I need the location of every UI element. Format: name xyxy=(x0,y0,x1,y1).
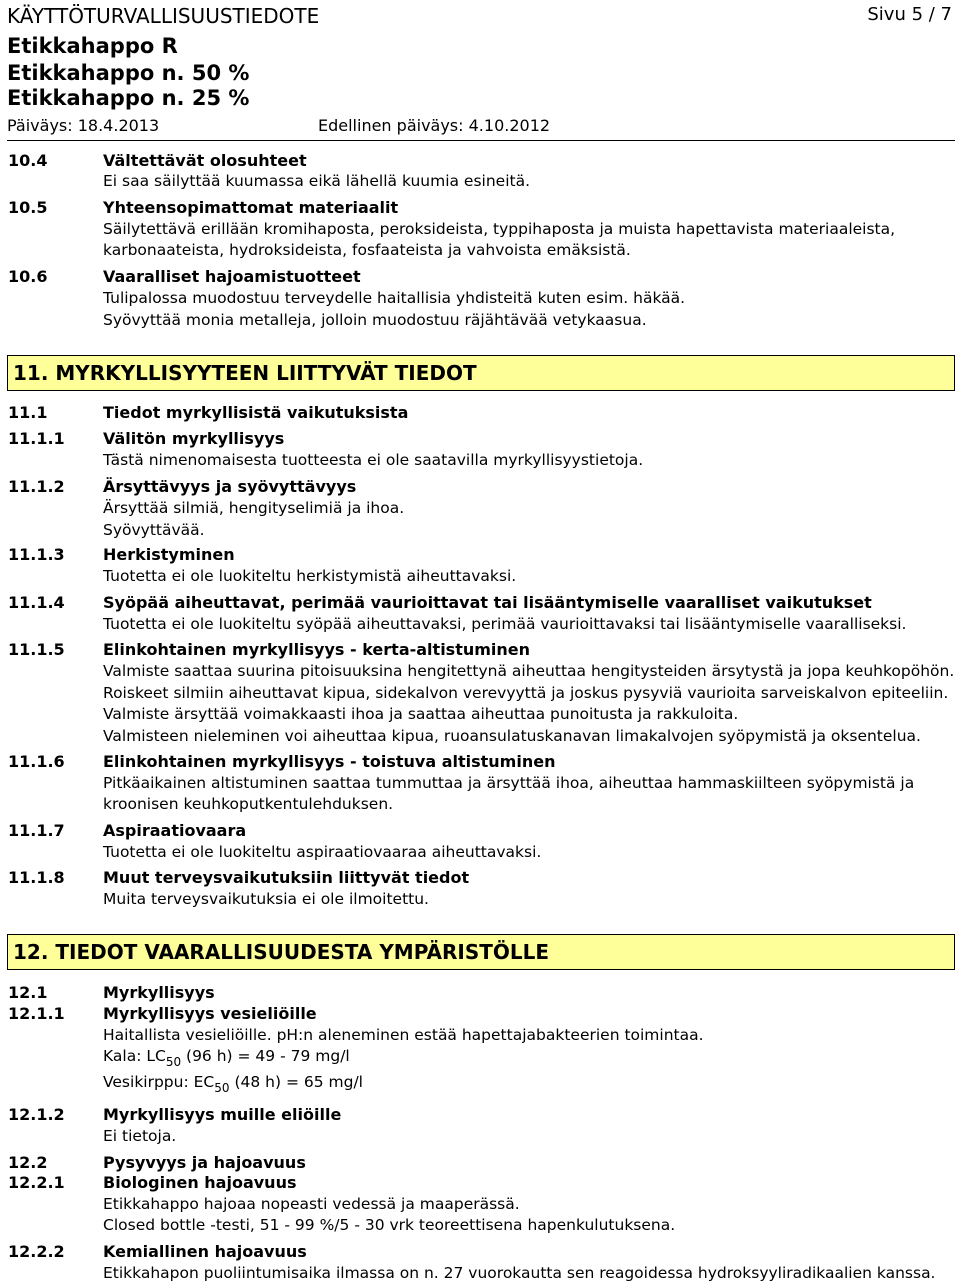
section-title: Muut terveysvaikutuksiin liittyvät tiedot xyxy=(103,868,470,887)
section-text: Säilytettävä erillään kromihaposta, peroksideista, typpihaposta ja muista hapettavista materiaaleista, xyxy=(103,220,896,238)
section-number: 11.1.4 xyxy=(8,593,65,612)
section-number: 12.1 xyxy=(8,983,48,1002)
section-text: karbonaateista, hydroksideista, fosfaateista ja vahvoista emäksistä. xyxy=(103,241,631,259)
section-text: Syövyttää monia metalleja, jolloin muodostuu räjähtävää vetykaasua. xyxy=(103,311,647,329)
section-text: Ei saa säilyttää kuumassa eikä lähellä kuumia esineitä. xyxy=(103,172,531,190)
product-name: Etikkahappo n. 25 % xyxy=(7,86,250,110)
section-number: 10.6 xyxy=(8,267,48,286)
section-text: Tuotetta ei ole luokiteltu syöpää aiheuttavaksi, perimää vaurioittavaksi tai lisääntymiselle vaaralliseksi. xyxy=(103,615,907,633)
section-title: Elinkohtainen myrkyllisyys - kerta-altistuminen xyxy=(103,640,531,659)
lc50-value: Kala: $LC_{50}$ (96 h) = 49 - 79 mg/l xyxy=(103,1047,350,1069)
section-banner-11: 11. MYRKYLLISYYTEEN LIITTYVÄT TIEDOT xyxy=(7,355,955,391)
section-title: Syöpää aiheuttavat, perimää vaurioittavat tai lisääntymiselle vaaralliset vaikutukset xyxy=(103,593,872,612)
section-title: Myrkyllisyys vesieliöille xyxy=(103,1004,317,1023)
section-text: Tästä nimenomaisesta tuotteesta ei ole saatavilla myrkyllisyystietoja. xyxy=(103,451,644,469)
section-text: Valmiste saattaa suurina pitoisuuksina hengitettynä aiheuttaa hengitysteiden ärsytystä ja jopa keuhkopöhön. xyxy=(103,662,955,680)
section-title: Kemiallinen hajoavuus xyxy=(103,1242,307,1261)
section-text: Closed bottle -testi, 51 - 99 %/5 - 30 vrk teoreettisena hapenkulutuksena. xyxy=(103,1216,676,1234)
section-text: Etikkahappo hajoaa nopeasti vedessä ja maaperässä. xyxy=(103,1195,520,1213)
section-title: Yhteensopimattomat materiaalit xyxy=(103,198,399,217)
section-title: Pysyvyys ja hajoavuus xyxy=(103,1153,306,1172)
header-divider xyxy=(7,140,955,141)
section-text: Valmiste ärsyttää voimakkaasti ihoa ja saattaa aiheuttaa punoitusta ja rakkuloita. xyxy=(103,705,739,723)
previous-date: Edellinen päiväys: 4.10.2012 xyxy=(318,116,551,135)
section-banner-12: 12. TIEDOT VAARALLISUUDESTA YMPÄRISTÖLLE xyxy=(7,934,955,970)
section-text: Tuotetta ei ole luokiteltu aspiraatiovaaraa aiheuttavaksi. xyxy=(103,843,542,861)
section-text: Haitallista vesieliöille. pH:n aleneminen estää hapettajabakteerien toimintaa. xyxy=(103,1026,704,1044)
section-number: 10.4 xyxy=(8,151,48,170)
section-title: Välitön myrkyllisyys xyxy=(103,429,285,448)
section-number: 11.1.8 xyxy=(8,868,65,887)
product-name: Etikkahappo R xyxy=(7,34,178,58)
section-title: Herkistyminen xyxy=(103,545,235,564)
section-title: Vältettävät olosuhteet xyxy=(103,151,307,170)
section-text: Tuotetta ei ole luokiteltu herkistymistä aiheuttavaksi. xyxy=(103,567,517,585)
section-text: Valmisteen nieleminen voi aiheuttaa kipua, ruoansulatuskanavan limakalvojen syöpymistä ja oksentelua. xyxy=(103,727,921,745)
document-title: KÄYTTÖTURVALLISUUSTIEDOTE xyxy=(7,4,320,28)
section-number: 11.1 xyxy=(8,403,48,422)
section-text: Tulipalossa muodostuu terveydelle haitallisia yhdisteitä kuten esim. häkää. xyxy=(103,289,686,307)
product-name: Etikkahappo n. 50 % xyxy=(7,61,250,85)
section-title: Elinkohtainen myrkyllisyys - toistuva altistuminen xyxy=(103,752,556,771)
section-title: Tiedot myrkyllisistä vaikutuksista xyxy=(103,403,409,422)
section-text: Ärsyttää silmiä, hengityselimiä ja ihoa. xyxy=(103,499,405,517)
section-text: Muita terveysvaikutuksia ei ole ilmoitettu. xyxy=(103,890,429,908)
section-title: Aspiraatiovaara xyxy=(103,821,247,840)
section-text: Etikkahapon puoliintumisaika ilmassa on n. 27 vuorokautta sen reagoidessa hydroksyyliradikaalien kanssa. xyxy=(103,1264,936,1282)
section-number: 11.1.5 xyxy=(8,640,65,659)
section-number: 12.1.1 xyxy=(8,1004,65,1023)
section-number: 12.2.1 xyxy=(8,1173,65,1192)
section-title: Myrkyllisyys muille eliöille xyxy=(103,1105,342,1124)
section-number: 11.1.2 xyxy=(8,477,65,496)
ec50-value: Vesikirppu: $EC_{50}$ (48 h) = 65 mg/l xyxy=(103,1073,363,1095)
section-number: 11.1.6 xyxy=(8,752,65,771)
section-title: Biologinen hajoavuus xyxy=(103,1173,297,1192)
section-text: kroonisen keuhkoputkentulehduksen. xyxy=(103,795,394,813)
page-number: Sivu 5 / 7 xyxy=(867,4,952,25)
section-number: 11.1.3 xyxy=(8,545,65,564)
section-number: 12.2.2 xyxy=(8,1242,65,1261)
section-number: 11.1.7 xyxy=(8,821,65,840)
section-number: 12.1.2 xyxy=(8,1105,65,1124)
section-text: Syövyttävää. xyxy=(103,521,205,539)
section-text: Roiskeet silmiin aiheuttavat kipua, sidekalvon verevyyttä ja joskus pysyviä vaurioita sarveiskalvon epiteeliin. xyxy=(103,684,949,702)
section-title: Myrkyllisyys xyxy=(103,983,215,1002)
section-title: Ärsyttävyys ja syövyttävyys xyxy=(103,477,357,496)
section-title: Vaaralliset hajoamistuotteet xyxy=(103,267,361,286)
date: Päiväys: 18.4.2013 xyxy=(7,116,160,135)
section-number: 12.2 xyxy=(8,1153,48,1172)
section-number: 10.5 xyxy=(8,198,48,217)
section-text: Pitkäaikainen altistuminen saattaa tummuttaa ja ärsyttää ihoa, aiheuttaa hammaskiilteen syöpymistä ja xyxy=(103,774,915,792)
section-number: 11.1.1 xyxy=(8,429,65,448)
section-text: Ei tietoja. xyxy=(103,1127,177,1145)
